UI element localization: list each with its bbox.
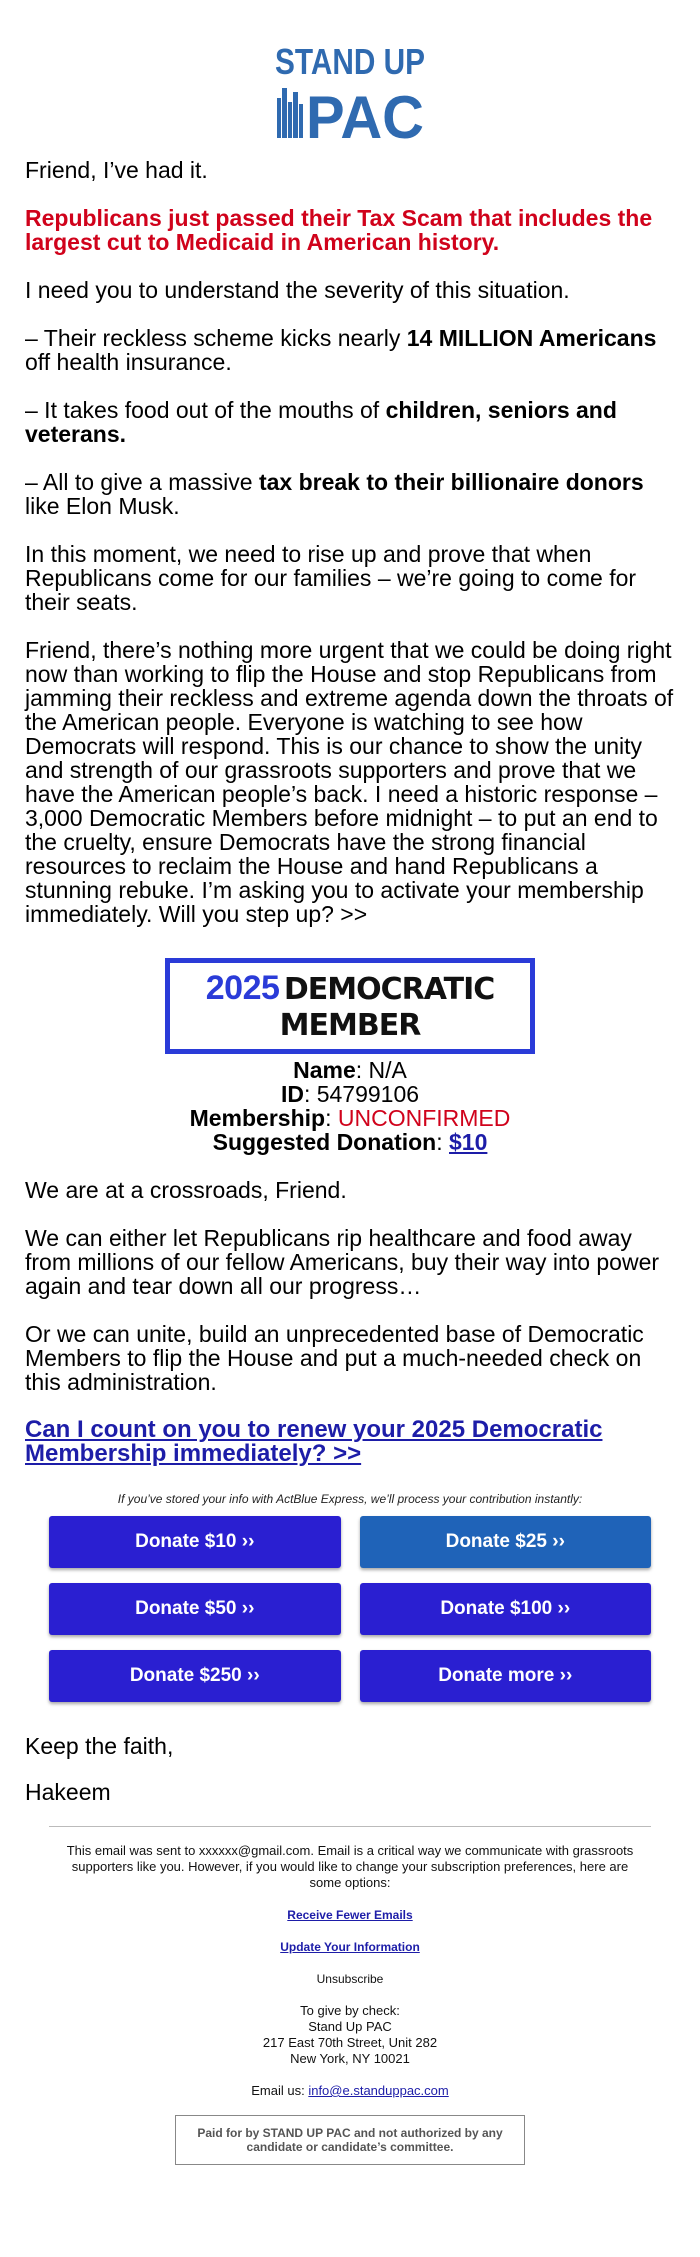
email-us-label: Email us: (251, 2083, 309, 2098)
rise-up-paragraph: In this moment, we need to rise up and prove that when Republicans come for our families – we’re going to come for their seats. (25, 541, 637, 615)
membership-card-banner (165, 958, 535, 1054)
member-card-title: DEMOCRATIC MEMBER (279, 972, 495, 1043)
logo-line1: STAND UP (275, 41, 425, 82)
member-donation-label: Suggested Donation (212, 1129, 437, 1155)
membership-card-section (25, 958, 675, 1154)
member-name-line: Name: N/A (293, 1057, 407, 1083)
logo-line2: PAC (306, 84, 424, 151)
bullet1-bold: 14 MILLION Americans (406, 325, 657, 351)
footer-notice: This email was sent to xxxxxx@gmail.com. Email is a critical way we communicate with grassroots supporters like you. However, if you would like to change your subscription preferences, here are some options: (66, 1843, 634, 1890)
bullet-food (25, 398, 675, 446)
check-heading: To give by check: (300, 2003, 400, 2018)
signature-name: Hakeem (25, 1779, 111, 1805)
either-paragraph: We can either let Republicans rip healthcare and food away from millions of our fellow Americans, buy their way into power again and tear down all our progress… (25, 1225, 660, 1299)
bullet1-text: – Their reckless scheme kicks nearly (25, 325, 407, 351)
fewer-emails-row (25, 1907, 675, 1923)
donate-100-button[interactable]: Donate $100 ›› (360, 1583, 652, 1635)
bullet2-text: – It takes food out of the mouths of (25, 397, 386, 423)
actblue-express-note: If you’ve stored your info with ActBlue Express, we’ll process your contribution instantly: (117, 1492, 583, 1506)
footer (25, 1843, 675, 2165)
bullet3-text: – All to give a massive (25, 469, 259, 495)
greeting: Friend, I’ve had it. (25, 157, 208, 183)
unsubscribe-link[interactable]: Unsubscribe (316, 1972, 384, 1986)
bullet1-tail: off health insurance. (25, 349, 232, 375)
check-city: New York, NY 10021 (290, 2051, 410, 2066)
member-name-value: N/A (368, 1057, 407, 1083)
severity-paragraph: I need you to understand the severity of this situation. (25, 277, 570, 303)
update-info-row (25, 1939, 675, 1955)
check-payee: Stand Up PAC (308, 2019, 392, 2034)
urgent-paragraph: Friend, there’s nothing more urgent that we could be doing right now than working to flip the House and stop Republicans from jamming their reckless and extreme agenda down the throats of the American people. Everyone is watching to see how Democrats will respond. This is our chance to show the unity and strength of our grassroots supporters and prove that we have the American people’s back. I need a historic response – 3,000 Democratic Members before midnight – to put an end to the cruelty, ensure Democrats have the strong financial resources to reclaim the House and hand Republicans a stunning rebuke. I’m asking you to activate your membership immediately. Will you step up? >> (25, 637, 674, 927)
donate-10-button[interactable]: Donate $10 ›› (49, 1516, 341, 1568)
member-id-line: ID: 54799106 (280, 1081, 420, 1107)
unite-paragraph: Or we can unite, build an unprecedented base of Democratic Members to flip the House and put a much-needed check on this administration. (25, 1321, 644, 1395)
headline: Republicans just passed their Tax Scam that includes the largest cut to Medicaid in American history. (25, 205, 653, 255)
member-donation-line: Suggested Donation: $10 (212, 1129, 488, 1155)
bullet-health-insurance (25, 326, 675, 374)
logo-graphic (275, 40, 425, 151)
paid-for-disclaimer: Paid for by STAND UP PAC and not authorized by any candidate or candidate’s committee. (175, 2115, 525, 2165)
member-status-value: UNCONFIRMED (337, 1105, 511, 1131)
member-status-label: Membership (189, 1105, 326, 1131)
receive-fewer-emails-link[interactable]: Receive Fewer Emails (287, 1908, 413, 1922)
renew-membership-link[interactable]: Can I count on you to renew your 2025 Democratic Membership immediately? >> (25, 1416, 603, 1467)
member-name-label: Name (293, 1057, 356, 1083)
bullet3-bold: tax break to their billionaire donors (258, 469, 644, 495)
donate-more-button[interactable]: Donate more ›› (360, 1650, 652, 1702)
cta-paragraph (25, 1418, 675, 1466)
bullet-tax-break (25, 470, 675, 518)
check-street: 217 East 70th Street, Unit 282 (262, 2035, 438, 2050)
bullet3-tail: like Elon Musk. (25, 493, 180, 519)
skyline-icon (277, 88, 303, 138)
donate-250-button[interactable]: Donate $250 ›› (49, 1650, 341, 1702)
email-us-link[interactable]: info@e.standuppac.com (308, 2083, 449, 2098)
member-status-line: Membership: UNCONFIRMED (189, 1105, 511, 1131)
signoff-line: Keep the faith, (25, 1733, 174, 1759)
bullet2-bold: children, seniors and veterans. (25, 397, 617, 447)
member-id-label: ID (280, 1081, 304, 1107)
stand-up-pac-logo (25, 0, 675, 151)
crossroads-paragraph: We are at a crossroads, Friend. (25, 1177, 347, 1203)
donate-25-button[interactable]: Donate $25 ›› (360, 1516, 652, 1568)
update-information-link[interactable]: Update Your Information (280, 1940, 420, 1954)
check-address (25, 2003, 675, 2067)
member-id-value: 54799106 (316, 1081, 420, 1107)
footer-divider (49, 1826, 651, 1827)
suggested-donation-link[interactable]: $10 (449, 1129, 488, 1155)
email-us-row (25, 2083, 675, 2099)
donate-50-button[interactable]: Donate $50 ›› (49, 1583, 341, 1635)
donate-button-grid (25, 1516, 675, 1702)
unsubscribe-row (25, 1971, 675, 1987)
member-card-year: 2025 (205, 969, 280, 1007)
